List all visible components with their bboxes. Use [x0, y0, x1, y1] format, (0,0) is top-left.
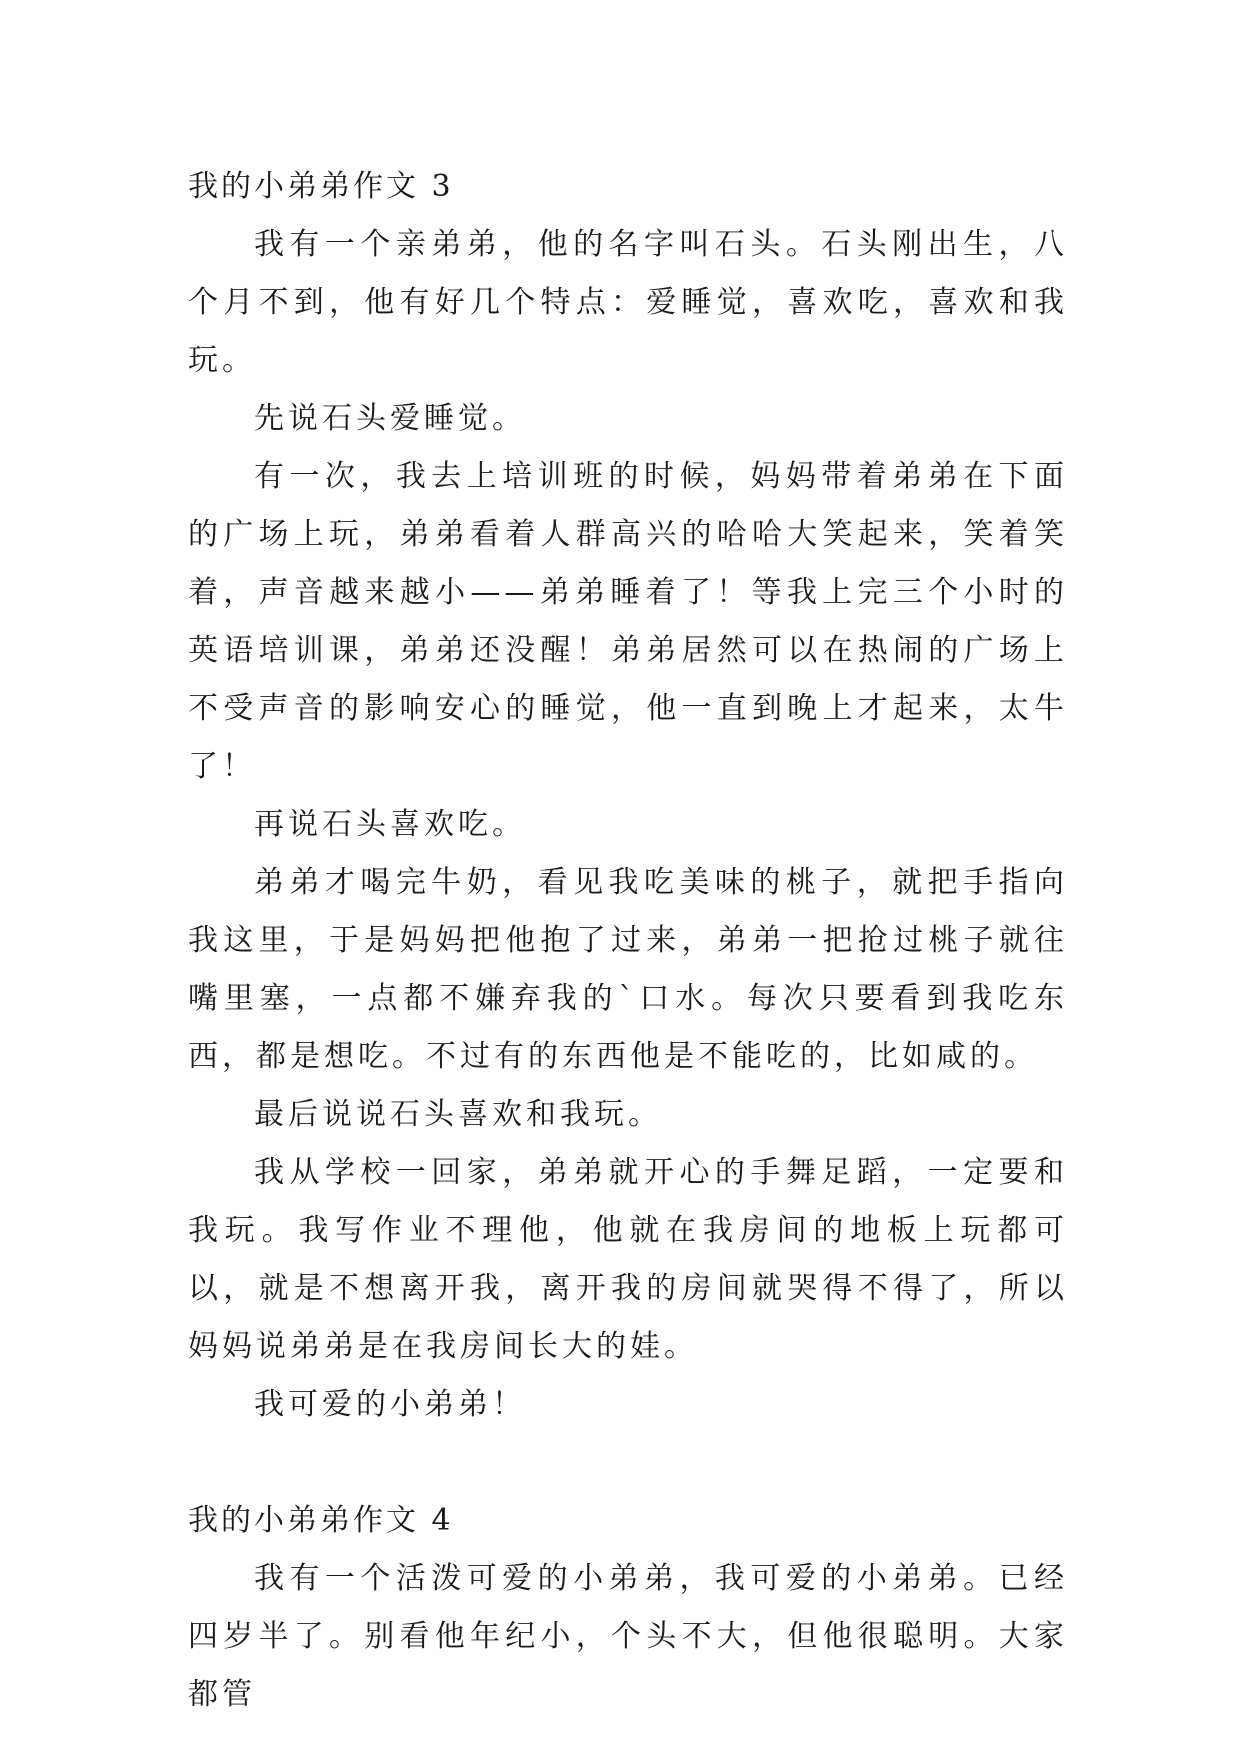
paragraph: 弟弟才喝完牛奶，看见我吃美味的桃子，就把手指向我这里，于是妈妈把他抱了过来，弟弟一把抢过桃子就往嘴里塞，一点都不嫌弃我的`口水。每次只要看到我吃东西，都是想吃。不过有的东西他是不能吃的，比如咸的。 [188, 865, 1068, 1074]
paragraph: 我有一个活泼可爱的小弟弟，我可爱的小弟弟。已经四岁半了。别看他年纪小，个头不大，但他很聪明。大家都管 [188, 1561, 1068, 1712]
paragraph: 最后说说石头喜欢和我玩。 [254, 1097, 662, 1132]
document-page [188, 158, 1068, 1724]
paragraph: 先说石头爱睡觉。 [254, 401, 526, 436]
paragraph: 我从学校一回家，弟弟就开心的手舞足蹈，一定要和我玩。我写作业不理他，他就在我房间的地板上玩都可以，就是不想离开我，离开我的房间就哭得不得了，所以妈妈说弟弟是在我房间长大的娃。 [188, 1155, 1068, 1364]
paragraph: 再说石头喜欢吃。 [254, 807, 526, 842]
paragraph: 我有一个亲弟弟，他的名字叫石头。石头刚出生，八个月不到，他有好几个特点：爱睡觉，喜欢吃，喜欢和我玩。 [188, 227, 1068, 378]
essay-title-4: 我的小弟弟作文 4 [188, 1503, 454, 1538]
paragraph: 我可爱的小弟弟！ [254, 1387, 526, 1422]
section-spacer [188, 1434, 1068, 1492]
essay-title-3: 我的小弟弟作文 3 [188, 169, 454, 204]
paragraph: 有一次，我去上培训班的时候，妈妈带着弟弟在下面的广场上玩，弟弟看着人群高兴的哈哈大笑起来，笑着笑着，声音越来越小——弟弟睡着了！等我上完三个小时的英语培训课，弟弟还没醒！弟弟居然可以在热闹的广场上不受声音的影响安心的睡觉，他一直到晚上才起来，太牛了！ [188, 459, 1068, 784]
